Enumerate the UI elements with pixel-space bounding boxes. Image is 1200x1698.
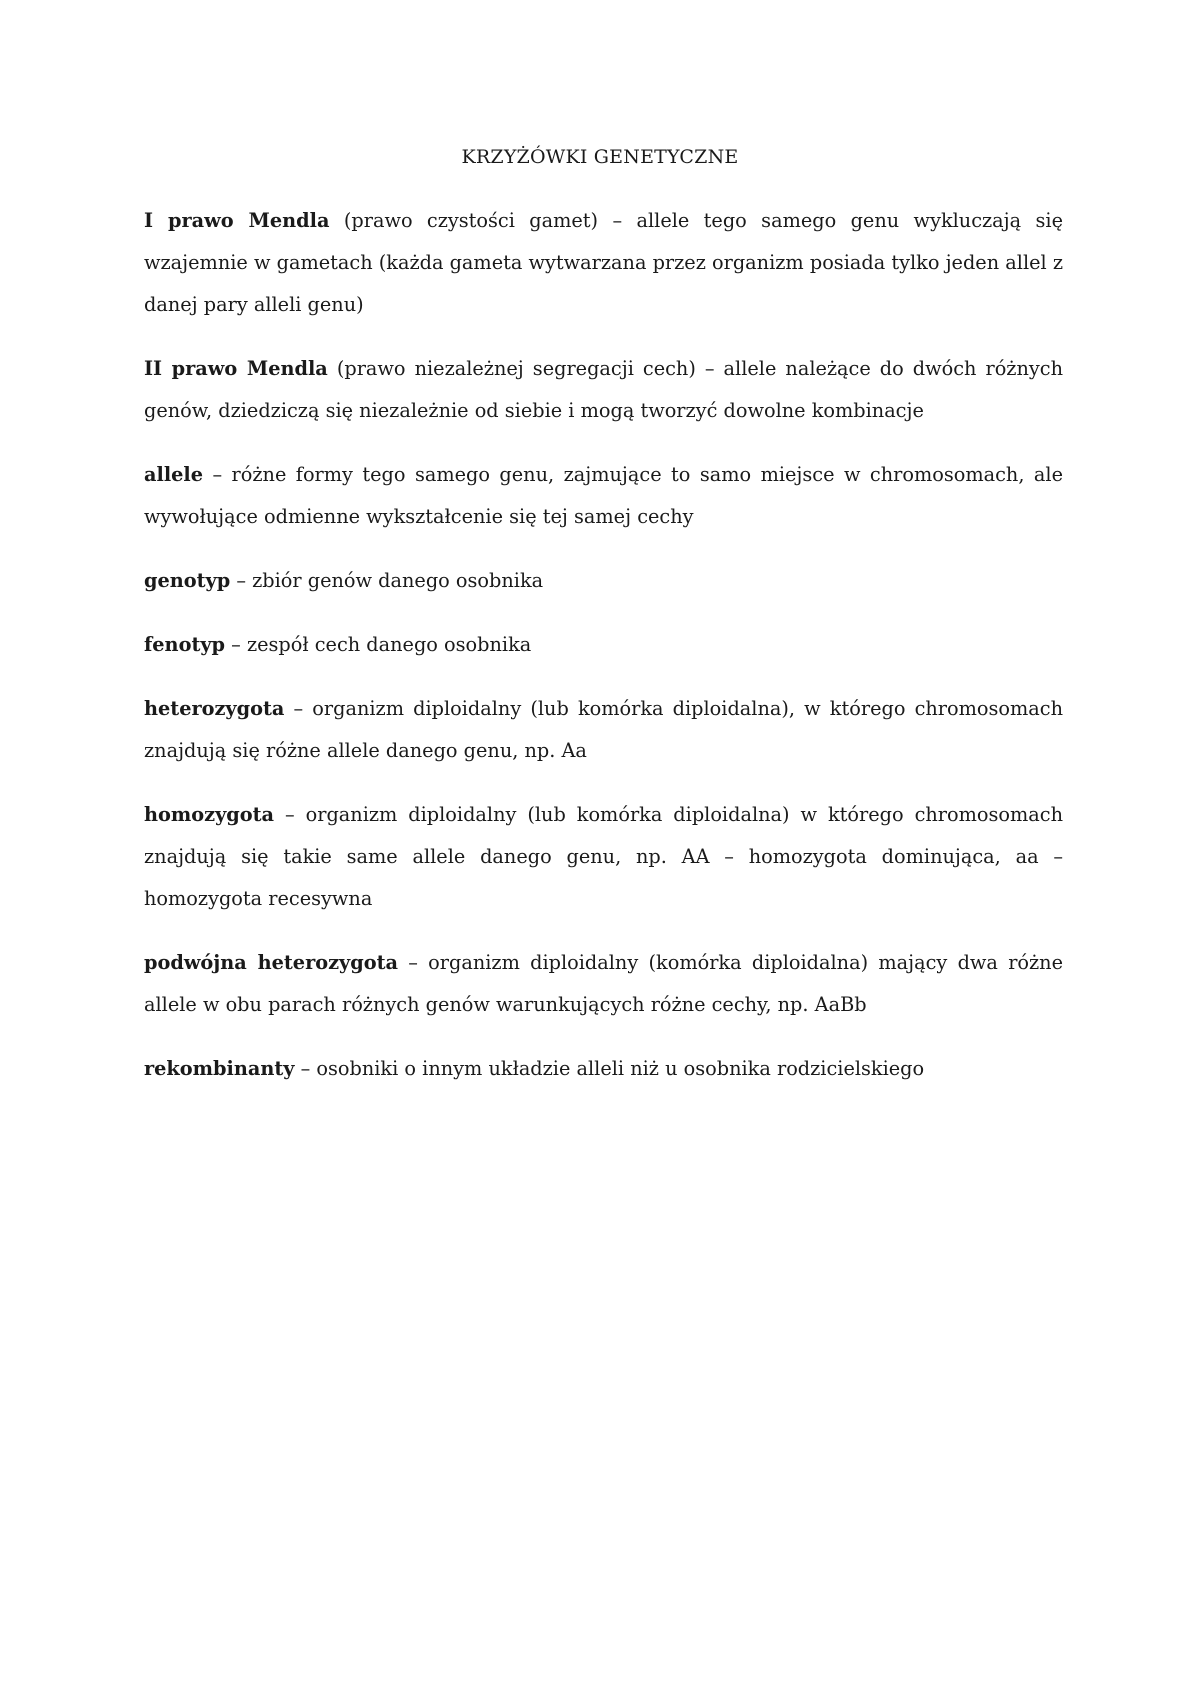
definition-term: rekombinanty	[144, 1057, 295, 1080]
definition-term: I prawo Mendla	[144, 209, 330, 232]
definitions-list	[144, 200, 1063, 1112]
definition-term: fenotyp	[144, 633, 226, 656]
definition-second-mendel-law	[144, 348, 1063, 432]
definition-text: (prawo czystości gamet) – allele tego samego genu wykluczają się wzajemnie w gametach (każda gameta wytwarzana przez organizm posiada tylko jeden allel z danej pary alleli genu)	[144, 209, 1064, 316]
definition-text: – organizm diploidalny (komórka diploidalna) mający dwa różne allele w obu parach różnych genów warunkujących różne cechy, np. AaBb	[144, 951, 1064, 1016]
definition-text: – zbiór genów danego osobnika	[230, 569, 544, 592]
definition-first-mendel-law	[144, 200, 1063, 326]
document-title: KRZYŻÓWKI GENETYCZNE	[461, 146, 739, 168]
definition-term: genotyp	[144, 569, 231, 592]
definition-heterozygote	[144, 688, 1063, 772]
definition-text: (prawo niezależnej segregacji cech) – allele należące do dwóch różnych genów, dziedziczą się niezależnie od siebie i mogą tworzyć dowolne kombinacje	[144, 357, 1063, 422]
definition-genotype	[144, 560, 1063, 602]
definition-text: – organizm diploidalny (lub komórka diploidalna) w którego chromosomach znajdują się takie same allele danego genu, np. AA – homozygota dominująca, aa – homozygota recesywna	[144, 803, 1063, 910]
definition-double-heterozygote	[144, 942, 1063, 1026]
definition-term: homozygota	[144, 803, 275, 826]
definition-text: – zespół cech danego osobnika	[225, 633, 532, 656]
definition-phenotype	[144, 624, 1063, 666]
definition-allele	[144, 454, 1063, 538]
definition-term: allele	[144, 463, 204, 486]
definition-term: podwójna heterozygota	[144, 951, 398, 974]
definition-text: – osobniki o innym układzie alleli niż u osobnika rodzicielskiego	[294, 1057, 925, 1080]
definition-term: heterozygota	[144, 697, 285, 720]
definition-recombinants	[144, 1048, 1063, 1090]
definition-text: – organizm diploidalny (lub komórka diploidalna), w którego chromosomach znajdują się różne allele danego genu, np. Aa	[144, 697, 1063, 762]
definition-homozygote	[144, 794, 1063, 920]
definition-text: – różne formy tego samego genu, zajmujące to samo miejsce w chromosomach, ale wywołujące odmienne wykształcenie się tej samej cechy	[144, 463, 1063, 528]
definition-term: II prawo Mendla	[144, 357, 328, 380]
